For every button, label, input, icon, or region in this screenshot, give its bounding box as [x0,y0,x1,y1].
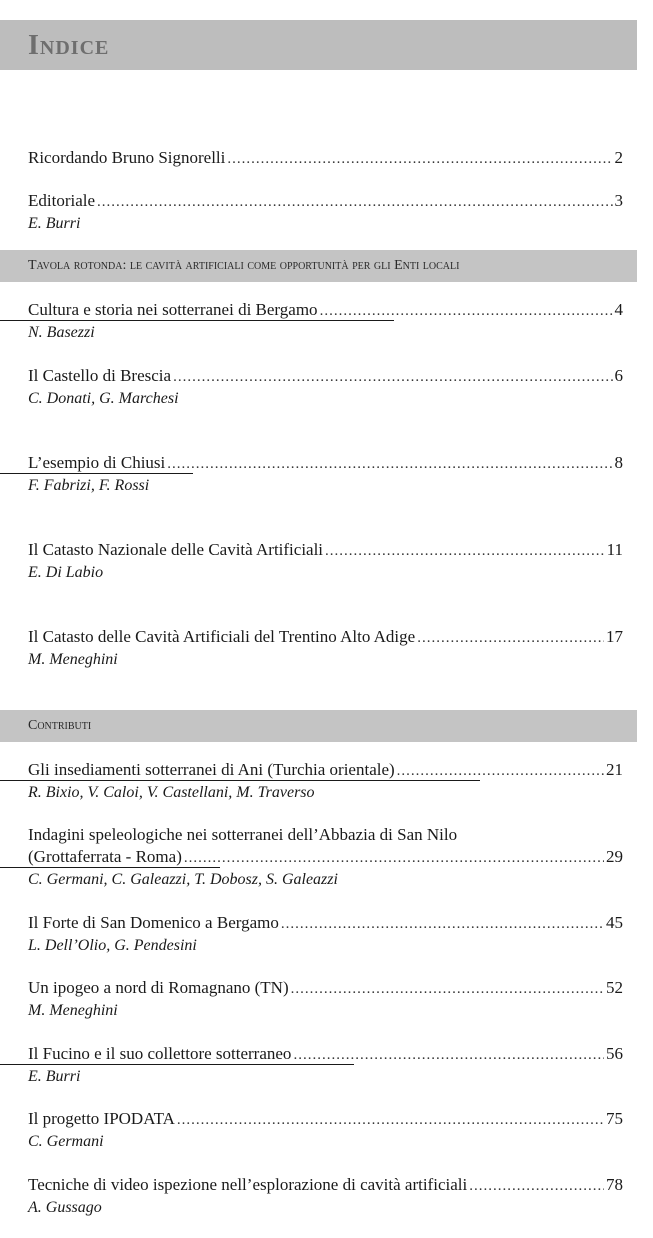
toc-entry[interactable] [28,190,623,235]
toc-page-number: 2 [614,148,623,167]
toc-page-number: 56 [606,1044,623,1063]
toc-entry[interactable] [28,759,623,804]
dot-leader [469,1175,604,1197]
toc-entry[interactable] [28,626,623,671]
toc-page-number: 4 [614,300,623,319]
toc-page-number: 3 [614,191,623,210]
toc-entry-author: L. Dell’Olio, G. Pendesini [28,937,197,954]
dot-leader [325,540,605,562]
toc-entry-title: Cultura e storia nei sotterranei di Bergamo [28,300,318,319]
toc-entry[interactable] [28,977,623,1022]
toc-entry-author: C. Donati, G. Marchesi [28,390,179,407]
toc-entry-line [28,452,623,475]
dot-leader [177,1109,604,1131]
toc-entry-line [28,759,623,782]
toc-entry[interactable] [28,452,623,497]
toc-entry-line [28,539,623,562]
toc-entry-line [28,365,623,388]
section-bar [0,710,637,742]
toc-entry-author: R. Bixio, V. Caloi, V. Castellani, M. Traverso [28,784,315,801]
toc-entry-line [28,190,623,213]
toc-entry-author: N. Basezzi [28,324,95,341]
dot-leader [397,760,604,782]
toc-entry-title: Editoriale [28,191,96,210]
toc-entry-line [28,846,623,869]
toc-page-number: 11 [606,540,623,559]
toc-page-number: 8 [614,453,623,472]
underline-mark [0,867,220,868]
toc-entry-title: Il progetto IPODATA [28,1109,175,1128]
toc-entry-line [28,1043,623,1066]
dot-leader [167,453,612,475]
dot-leader [291,978,604,1000]
dot-leader [173,366,612,388]
toc-entry-author: C. Germani [28,1133,104,1150]
section-heading: Tavola rotonda: le cavità artificiali come opportunità per gli Enti locali [28,258,460,273]
toc-entry-title: Il Catasto Nazionale delle Cavità Artificiali [28,540,324,559]
toc-page-number: 21 [606,760,623,779]
toc-entry-title: Il Fucino e il suo collettore sotterraneo [28,1044,292,1063]
toc-page-number: 45 [606,913,623,932]
toc-page-number: 75 [606,1109,623,1128]
toc-entry-author: E. Di Labio [28,564,104,581]
toc-entry-title: Il Forte di San Domenico a Bergamo [28,913,279,932]
toc-entry[interactable] [28,912,623,957]
toc-page-number: 6 [614,366,623,385]
toc-page-number: 78 [606,1175,623,1194]
section-heading: Contributi [28,718,92,733]
toc-entry[interactable] [28,539,623,584]
toc-entry-title: Ricordando Bruno Signorelli [28,148,226,167]
underline-mark [0,780,480,781]
dot-leader [417,627,604,649]
toc-entry[interactable] [28,365,623,410]
toc-entry-title-line1: Indagini speleologiche nei sotterranei dell’Abbazia di San Nilo [28,825,458,844]
toc-page-number: 29 [606,847,623,866]
toc-entry-author: M. Meneghini [28,1002,118,1019]
toc-entry-line [28,912,623,935]
toc-entry[interactable] [28,1108,623,1153]
dot-leader [293,1044,604,1066]
toc-entry[interactable] [28,147,623,170]
underline-mark [0,473,193,474]
dot-leader [320,300,613,322]
toc-entry-title: L’esempio di Chiusi [28,453,166,472]
toc-entry-line [28,824,623,846]
toc-entry-author: C. Germani, C. Galeazzi, T. Dobosz, S. Galeazzi [28,871,338,888]
page-title: Indice [28,30,110,61]
toc-entry-author: M. Meneghini [28,651,118,668]
toc-entry[interactable] [28,1043,623,1088]
toc-entry-title: Il Castello di Brescia [28,366,172,385]
toc-entry-title: (Grottaferrata - Roma) [28,847,182,866]
toc-entry[interactable] [28,299,623,344]
toc-page-number: 17 [606,627,623,646]
toc-entry-line [28,1174,623,1197]
toc-entry[interactable] [28,1174,623,1219]
dot-leader [184,847,604,869]
toc-page-number: 52 [606,978,623,997]
toc-entry-title: Un ipogeo a nord di Romagnano (TN) [28,978,289,997]
toc-entry-line [28,626,623,649]
underline-mark [0,1064,354,1065]
toc-entry-title: Tecniche di video ispezione nell’esplorazione di cavità artificiali [28,1175,468,1194]
dot-leader [227,148,612,170]
toc-entry-author: E. Burri [28,215,81,232]
toc-entry-line [28,977,623,1000]
underline-mark [0,320,394,321]
toc-entry-title: Il Catasto delle Cavità Artificiali del Trentino Alto Adige [28,627,416,646]
toc-entry-line [28,147,623,170]
toc-entry-author: F. Fabrizi, F. Rossi [28,477,150,494]
toc-entry-line [28,299,623,322]
toc-entry-title: Gli insediamenti sotterranei di Ani (Turchia orientale) [28,760,395,779]
dot-leader [281,913,604,935]
toc-entry-author: A. Gussago [28,1199,102,1216]
toc-entry[interactable] [28,824,623,891]
dot-leader [97,191,612,213]
toc-entry-author: E. Burri [28,1068,81,1085]
toc-entry-line [28,1108,623,1131]
